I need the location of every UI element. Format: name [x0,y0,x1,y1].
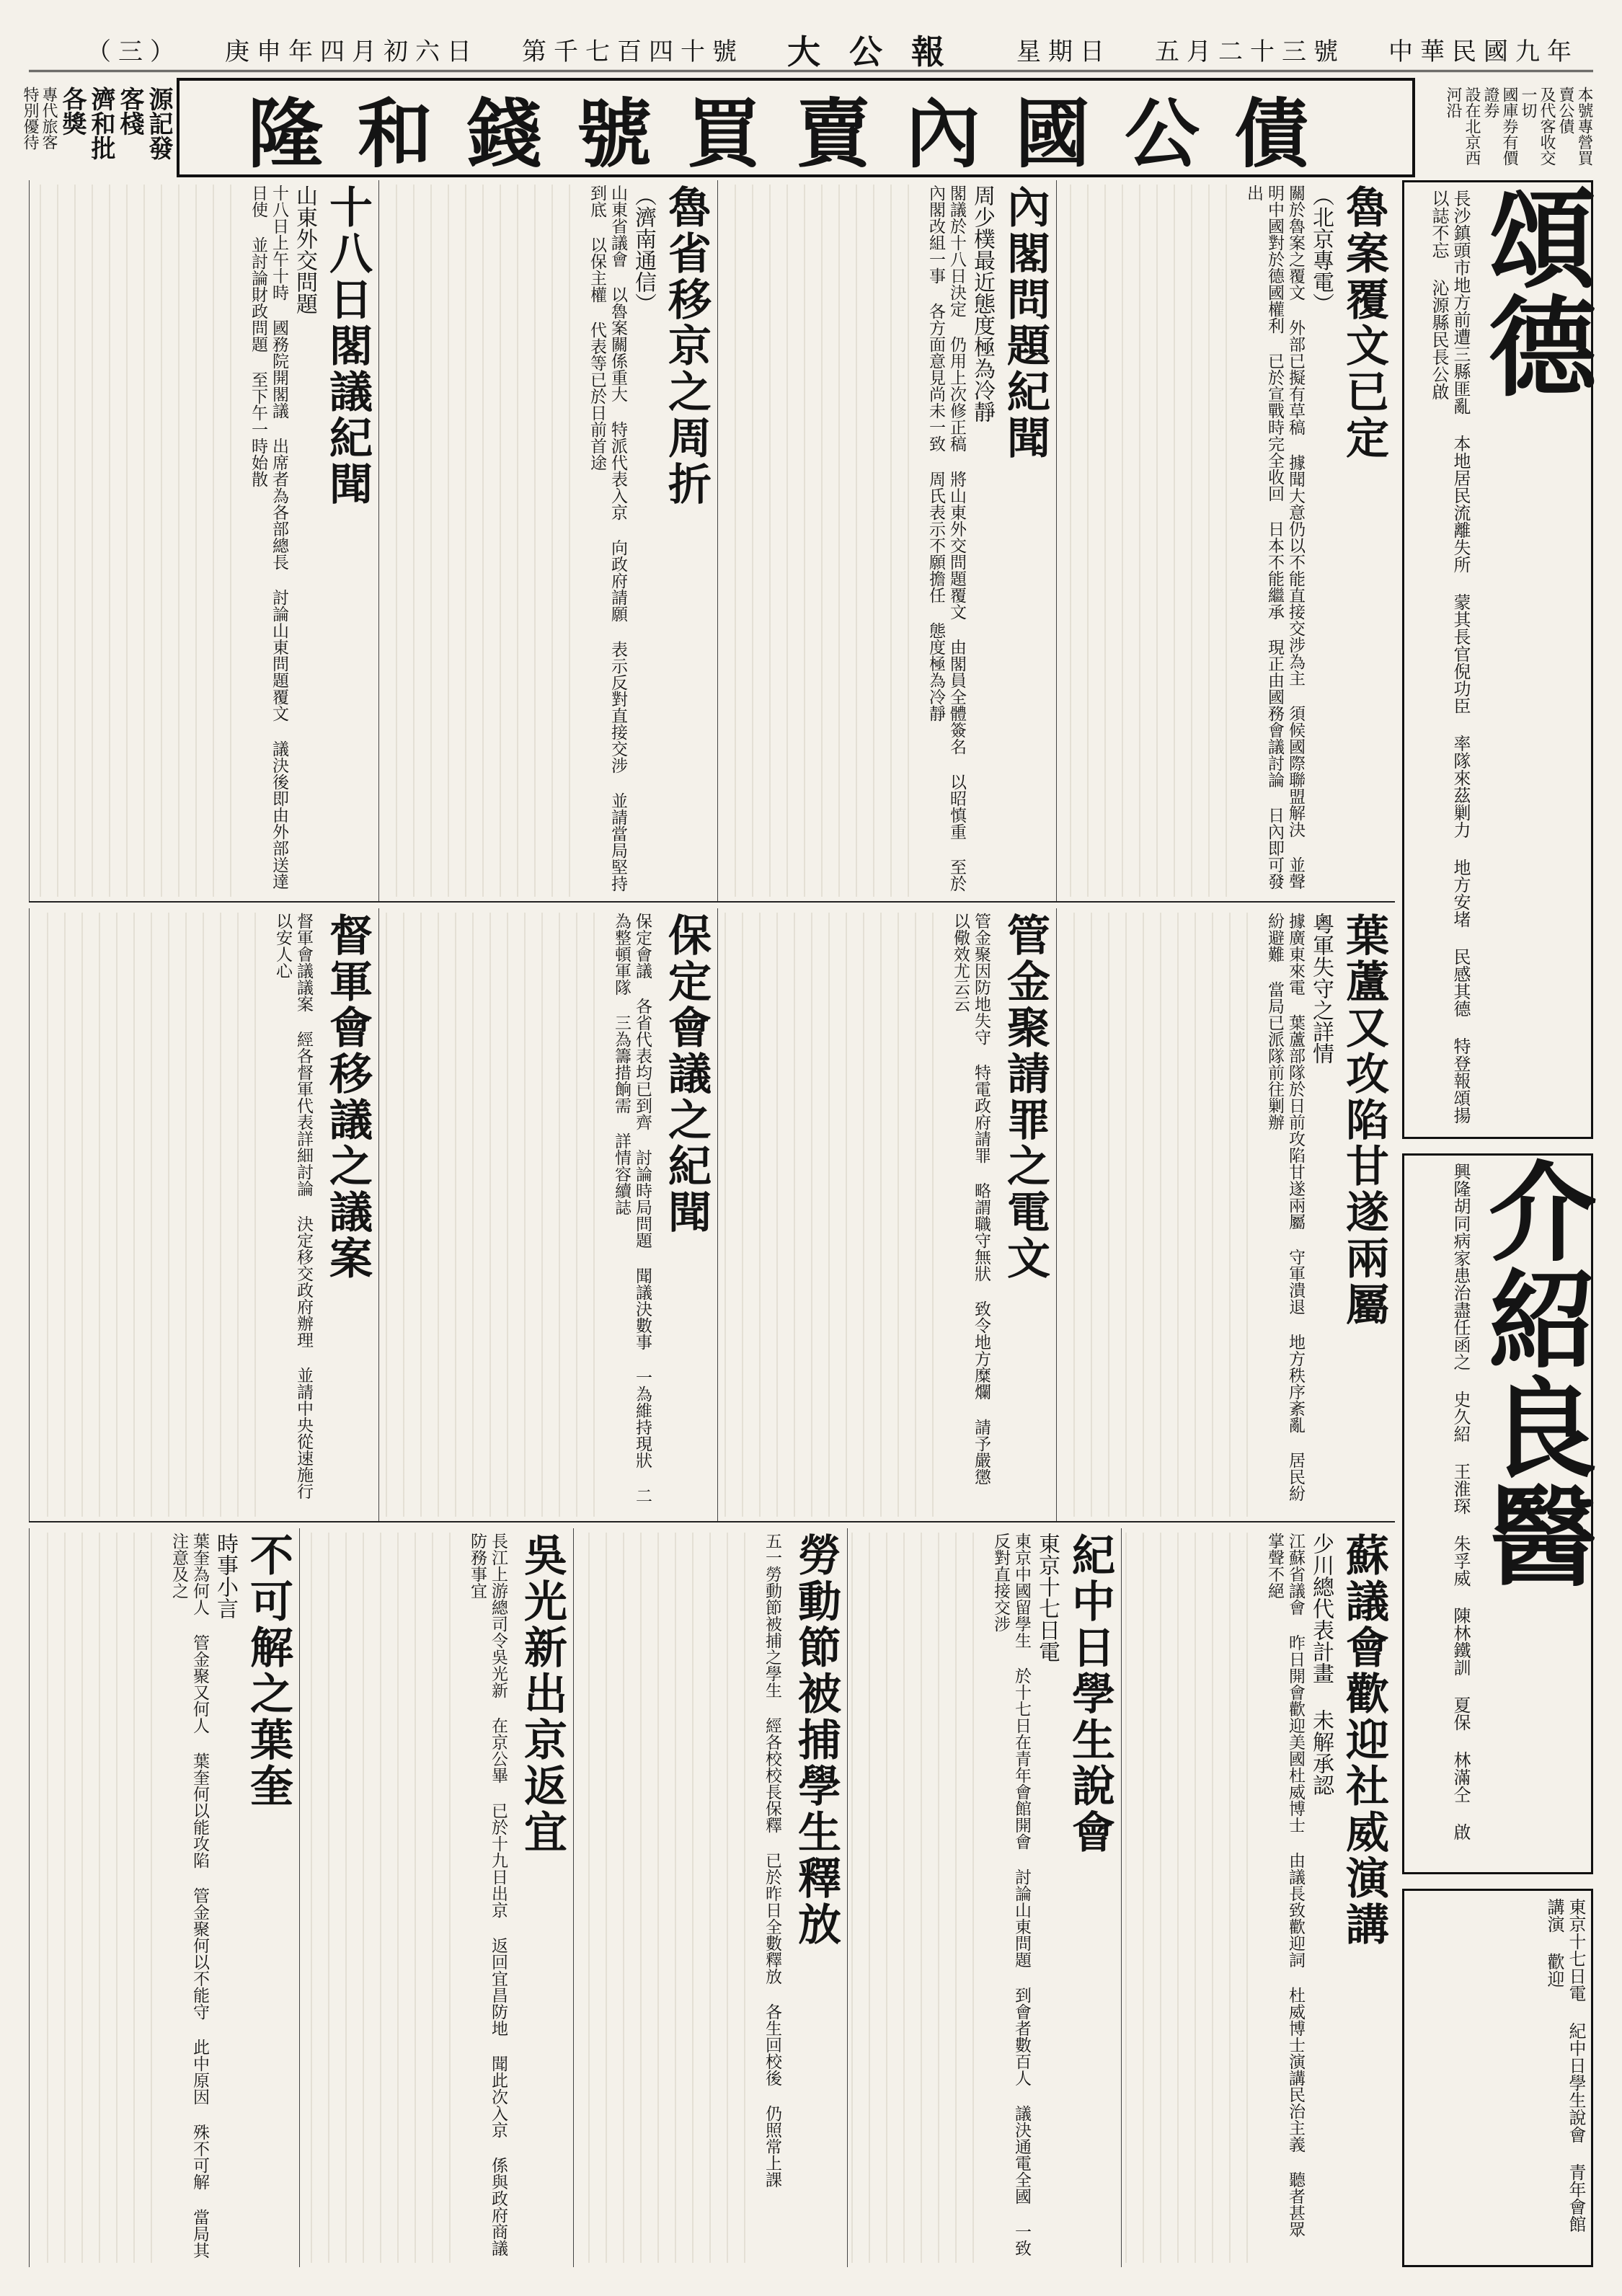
notice-line: 本號專營買賣公債 [1556,87,1593,166]
notice-line: 設在北京西河沿 [1444,87,1481,166]
article-text-block [382,913,611,1517]
article-subhead: 粵軍失守之詳情 [1308,913,1334,1064]
article-text-block [577,1533,761,2263]
ad-body: 興隆胡同病家患治盡任函之 史久紹 王淮琛 朱孚威 陳林鐵訓 夏保 林滿仝 啟 [1450,1163,1471,1840]
article-headline: 不可解之葉奎 [243,1533,293,1809]
article-body: 保定會議 各省代表均已到齊 討論時局問題 聞議決數事 一為維持現狀 二為整頓軍隊 三為籌措餉需 詳情容續誌 [612,913,652,1504]
masthead-lunar-date: 庚申年四月初六日 [225,37,479,66]
article-headline: 吳光新出京返宜 [517,1533,567,1856]
article-headline: 魯案覆文已定 [1339,185,1389,461]
ad-column-notice [1402,1889,1593,2267]
article-text-block [1060,913,1264,1517]
masthead-page-number: （三） [87,37,182,66]
article-headline: 蘇議會歡迎社威演講 [1339,1533,1389,1948]
article [29,180,378,901]
article [1056,180,1395,901]
article-text-block [1060,185,1243,897]
ad-headline: 介紹良醫 [1470,1156,1597,1588]
article-text-block [32,185,247,897]
ad-body: 東京十七日電 紀中日學生說會 青年會館 講演 歡迎 [1544,1898,1586,2233]
ad-headline: 頌德 [1470,182,1597,399]
notice-left-title: 源記發客棧 [115,87,173,160]
article-body: 山東省議會 以魯案關係重大 特派代表入京 向政府請願 表示反對直接交涉 並請當局堅持到底 以保主權 代表等已於日前首途 [588,185,627,892]
article-subhead: 周少樸最近態度極為冷靜 [970,185,995,422]
article-text-block [32,1533,168,2263]
article [299,1528,573,2267]
article-subhead: 時事小言 [213,1533,238,1619]
article-headline: 葉蘆又攻陷甘遂兩屬 [1339,913,1389,1328]
news-band-top [29,180,1395,903]
masthead [29,29,1593,72]
banner-ad [177,78,1415,177]
article-body: 東京中國留學生 於十七日在青年會館開會 討論山東問題 到會者數百人 議決通電全國 一致反對直接交涉 [991,1533,1031,2256]
article-body: 督軍會議議案 經各督軍代表詳細討論 決定移交政府辦理 並請中央從速施行 以安人心 [273,913,313,1499]
article-text-block [721,185,925,897]
notice-line: 專代旅客 [40,87,58,150]
article-text-block [32,913,272,1517]
article [717,908,1056,1521]
article-headline: 紀中日學生說會 [1065,1533,1115,1856]
article [1056,908,1395,1521]
masthead-issue-number: 第千七百四十號 [522,37,744,66]
article-body: 長江上游總司令吳光新 在京公畢 已於十九日出京 返回宜昌防地 聞此次入京 係與政府商議防務事宜 [468,1533,508,2256]
notice-line: 及代客收交一切 [1519,87,1556,166]
article-headline: 內閣問題紀聞 [1000,185,1050,461]
article-headline: 保定會議之紀聞 [661,913,712,1236]
article-body: 據廣東來電 葉蘆部隊於日前攻陷甘遂兩屬 守軍潰退 地方秩序紊亂 居民紛紛避難 當局已派隊前往剿辦 [1265,913,1305,1502]
article [378,180,717,901]
article-headline: 魯省移京之周折 [661,185,712,507]
article-text-block [1125,1533,1264,2263]
article-body: 江蘇省議會 昨日開會歡迎美國杜威博士 由議長致歡迎詞 杜威博士演講民治主義 聽者甚眾 掌聲不絕 [1265,1533,1305,2238]
article-headline: 勞動節被捕學生釋放 [791,1533,841,1948]
notice-line: 特別優待 [21,87,39,150]
article-body: 閣議於十八日決定 仍用上次修正稿 將山東外交問題覆文 由閣員全體簽名 以昭慎重 至於內閣改組一事 各方面意見尚未一致 周氏表示不願擔任 態度極為冷靜 [926,185,966,892]
article-subhead: 東京十七日電 [1034,1533,1060,1662]
article-body: 關於魯案之覆文 外部已擬有草稿 據聞大意仍以不能直接交涉為主 須候國際聯盟解決 並聲明中國對於德國權利 已於宣戰時完全收回 日本不能繼承 現正由國務會議討論 日內即可發出 [1244,185,1305,890]
article-body: 十八日上午十時 國務院開閣議 出席者為各部總長 討論山東問題覆文 議決後即由外部送達日使 並討論財政問題 至下午一時始散 [249,185,288,890]
newspaper-page [21,29,1597,2267]
article-subhead: 少川總代表計畫 未解承認 [1308,1533,1334,1796]
ad-body: 長沙鎮頭市地方前遭三縣匪亂 本地居民流離失所 蒙其長官倪功臣 率隊來茲剿力 地方安堵 民感其德 特登報頌揚 以誌不忘 沁源縣民長公啟 [1429,190,1471,1124]
notice-line: 國庫券有價證券 [1481,87,1518,166]
article [29,1528,299,2267]
ad-column-doctor [1402,1153,1597,1874]
masthead-weekday: 星期日 [1016,37,1112,66]
masthead-date-western: 五月二十三號 [1155,37,1345,66]
article [717,180,1056,901]
article-body: 五一勞動節被捕之學生 經各校校長保釋 已於昨日全數釋放 各生回校後 仍照常上課 [763,1533,781,2188]
notice-left-subtitle: 濟和批各獎 [58,87,115,160]
article [847,1528,1121,2267]
article-text-block [382,185,586,897]
notice-left [21,87,173,169]
article-subhead: （北京專電） [1308,185,1334,314]
article [378,908,717,1521]
article-text-block [721,913,949,1517]
article [1121,1528,1395,2267]
article [573,1528,847,2267]
news-band-bottom [29,1528,1395,2267]
article-headline: 十八日閣議紀聞 [322,185,373,507]
article-subhead: 山東外交問題 [292,185,317,314]
article-headline: 管金聚請罪之電文 [1000,913,1050,1282]
article-body: 管金聚因防地失守 特電政府請罪 略謂職守無狀 致令地方糜爛 請予嚴懲 以儆效尤云云 [951,913,991,1485]
article-subhead: （濟南通信） [631,185,656,314]
news-band-middle [29,908,1395,1522]
article-text-block [851,1533,990,2263]
masthead-date-republic: 中華民國九年 [1388,37,1579,66]
article-headline: 督軍會移議之議案 [322,913,373,1282]
notice-right [1417,87,1593,169]
masthead-paper-name: 大公報 [787,32,973,71]
article-body: 葉奎為何人 管金聚又何人 葉奎何以能攻陷 管金聚何以不能守 此中原因 殊不可解 當局其注意及之 [169,1533,209,2259]
article [29,908,378,1521]
article-text-block [303,1533,466,2263]
banner-title: 隆和錢號買賣內國公債 [247,89,1344,178]
ad-column-tribute [1402,180,1597,1139]
